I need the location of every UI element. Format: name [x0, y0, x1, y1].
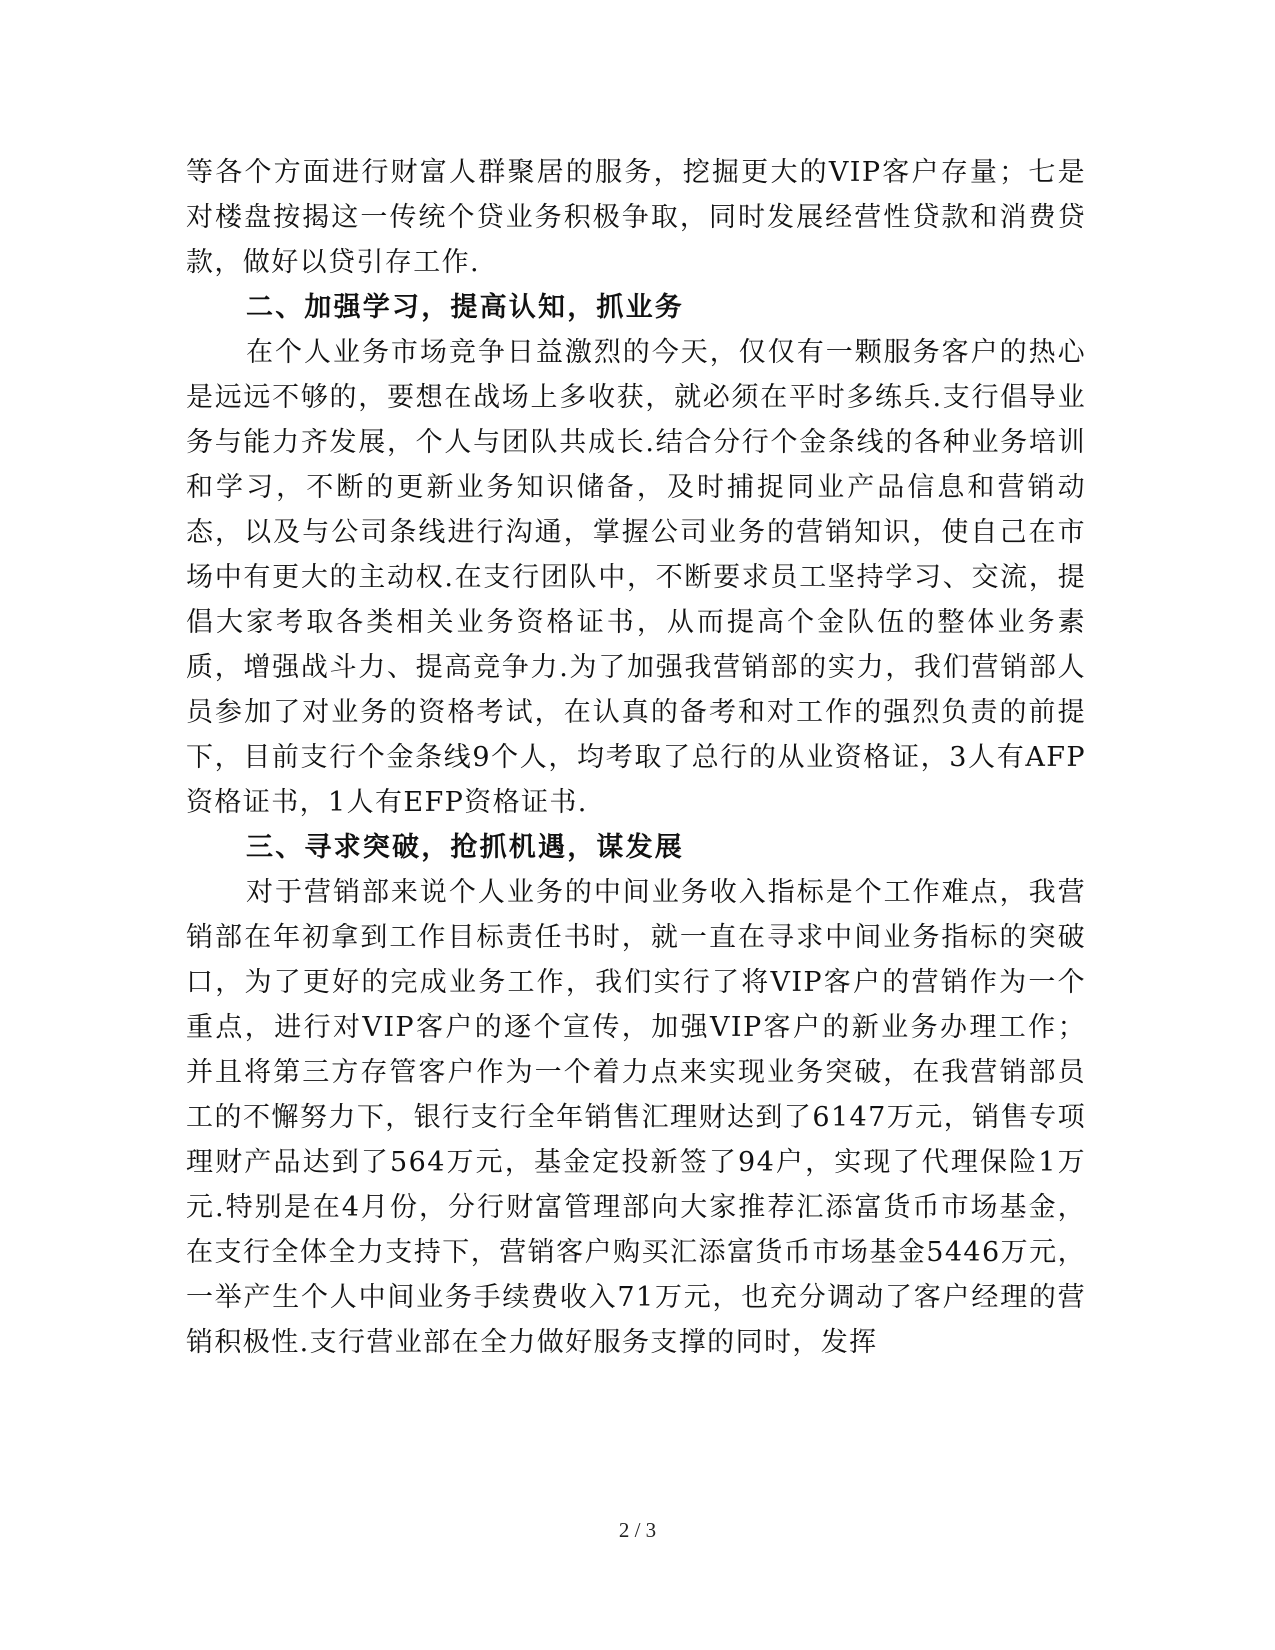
page-number: 2 / 3 [618, 1518, 657, 1542]
paragraph-intro: 等各个方面进行财富人群聚居的服务，挖掘更大的VIP客户存量；七是对楼盘按揭这一传统个贷业务积极争取，同时发展经营性贷款和消费贷款，做好以贷引存工作. [186, 157, 1086, 278]
section-heading-3: 三、寻求突破，抢抓机遇，谋发展 [246, 832, 684, 863]
paragraph-section-3: 对于营销部来说个人业务的中间业务收入指标是个工作难点，我营销部在年初拿到工作目标责任书时，就一直在寻求中间业务指标的突破口，为了更好的完成业务工作，我们实行了将VIP客户的营销作为一个重点，进行对VIP客户的逐个宣传，加强VIP客户的新业务办理工作；并且将第三方存管客户作为一个着力点来实现业务突破，在我营销部员工的不懈努力下，银行支行全年销售汇理财达到了6147万元，销售专项理财产品达到了564万元，基金定投新签了94户，实现了代理保险1万元.特别是在4月份，分行财富管理部向大家推荐汇添富货币市场基金，在支行全体全力支持下，营销客户购买汇添富货币市场基金5446万元，一举产生个人中间业务手续费收入71万元，也充分调动了客户经理的营销积极性.支行营业部在全力做好服务支撑的同时，发挥 [186, 877, 1086, 1358]
document-body [186, 150, 1086, 1365]
section-heading-2: 二、加强学习，提高认知，抓业务 [246, 292, 684, 323]
paragraph-section-2: 在个人业务市场竞争日益激烈的今天，仅仅有一颗服务客户的热心是远远不够的，要想在战场上多收获，就必须在平时多练兵.支行倡导业务与能力齐发展，个人与团队共成长.结合分行个金条线的各种业务培训和学习，不断的更新业务知识储备，及时捕捉同业产品信息和营销动态，以及与公司条线进行沟通，掌握公司业务的营销知识，使自己在市场中有更大的主动权.在支行团队中，不断要求员工坚持学习、交流，提倡大家考取各类相关业务资格证书，从而提高个金队伍的整体业务素质，增强战斗力、提高竞争力.为了加强我营销部的实力，我们营销部人员参加了对业务的资格考试，在认真的备考和对工作的强烈负责的前提下，目前支行个金条线9个人，均考取了总行的从业资格证，3人有AFP资格证书，1人有EFP资格证书. [186, 337, 1086, 818]
